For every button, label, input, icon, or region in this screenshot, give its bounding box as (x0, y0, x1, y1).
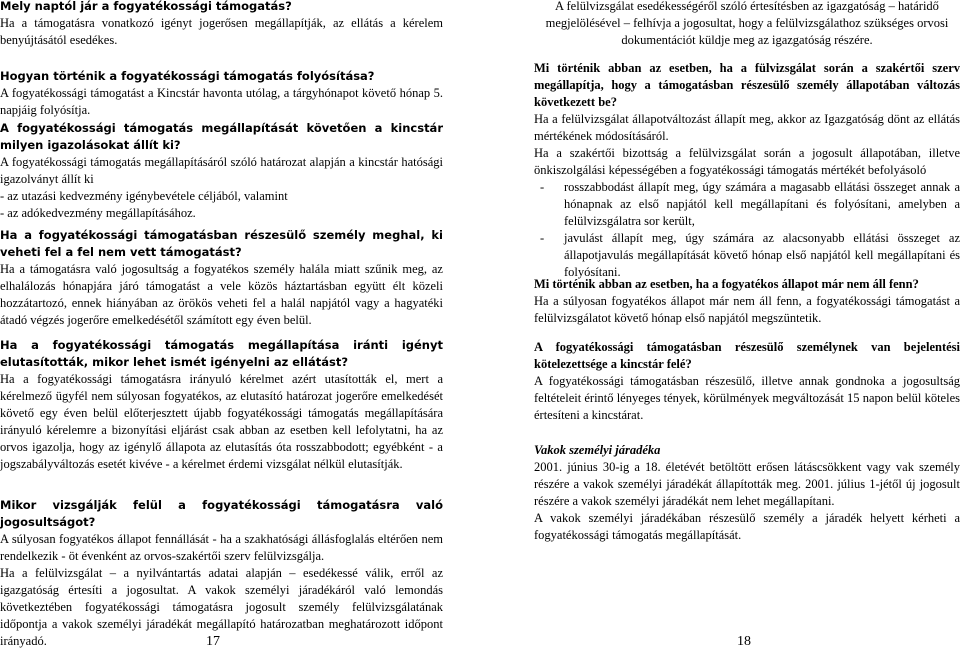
section-payment (0, 68, 443, 119)
list-item (534, 230, 960, 281)
section-heading: Vakok személyi járadéka (534, 443, 661, 457)
section-text: A fogyatékossági támogatásban részesülő, illetve annak gondnoka a jogosultság feltételeit érintő lényeges tények, körülmények megváltozását 15 napon belül köteles értesíteni a kincstárat. (534, 374, 960, 422)
section-text: Ha a támogatásra vonatkozó igényt jogerősen megállapítják, az ellátás a kérelem benyújtásától esedékes. (0, 16, 443, 47)
list-item (534, 179, 960, 230)
section-heading: A fogyatékossági támogatásban részesülő személynek van bejelentési kötelezettsége a kincstár felé? (534, 340, 960, 371)
section-text: Ha a szakértői bizottság a felülvizsgálat során a jogosult állapotában, illetve önkiszolgálási képességében a fogyatékossági támogatás mértékét befolyásoló (534, 146, 960, 177)
section-reporting-duty (534, 339, 960, 424)
list-dash: - (540, 180, 545, 194)
section-heading: Hogyan történik a fogyatékossági támogatás folyósítása? (0, 69, 375, 83)
section-heading: A fogyatékossági támogatás megállapítását követően a kincstár milyen igazolásokat állít ki? (0, 121, 443, 152)
certificate-item: - az adókedvezmény megállapításához. (0, 206, 196, 220)
section-heading: Mi történik abban az esetben, ha a fogyatékos állapot már nem áll fenn? (534, 277, 919, 291)
section-review-notice (534, 0, 960, 49)
section-text: A fogyatékossági támogatást a Kincstár havonta utólag, a tárgyhónapot követő hónap 5. napjáig folyósítja. (0, 86, 443, 117)
section-rejection (0, 337, 443, 473)
section-start-date (0, 0, 443, 49)
section-heading: Mi történik abban az esetben, ha a fülvizsgálat során a szakértői szerv megállapítja, hogy a támogatásban részesülő személy állapotában változás következett be? (534, 61, 960, 109)
section-text: A felülvizsgálat esedékességéről szóló értesítésben az igazgatóság – határidő megjelölésével – felhívja a jogosultat, hogy a felülvizsgálathoz szükséges orvosi dokumentációt küldje meg az igazgatóság részére. (545, 0, 949, 47)
section-text: Ha a súlyosan fogyatékos állapot már nem áll fenn, a fogyatékossági támogatást a felülvizsgálatot követő hónap első napjától megszüntetik. (534, 294, 960, 325)
section-text: Ha a felülvizsgálat – a nyilvántartás adatai alapján – esedékessé válik, erről az igazgatóság értesíti a jogosultat. A vakok személyi járadékáról való lemondás következtében fogyatékossági támogatásra jogosult személy felülvizsgálatának időpontja a vakok személyi járadékát megállapító határozatban meghatározott időpont irányadó. (0, 566, 443, 648)
section-text: A vakok személyi járadékában részesülő személy a járadék helyett kérheti a fogyatékossági támogatás megállapítását. (534, 511, 960, 542)
section-heading: Mely naptól jár a fogyatékossági támogatás? (0, 0, 292, 13)
section-certificates (0, 120, 443, 222)
change-list (534, 179, 960, 281)
section-text: A fogyatékossági támogatás megállapításáról szóló határozat alapján a kincstár hatósági igazolványt állít ki (0, 155, 443, 186)
section-text: Ha a fogyatékossági támogatásra irányuló kérelmet azért utasították el, mert a kérelmező ügyfél nem súlyosan fogyatékos, az elutasító határozat jogerőre emelkedését követő egy éven belül előterjesztett újabb fogyatékossági támogatás megállapítására irányuló kérelemre a bizonyítási eljárást csak abban az esetben kell lefolytatni, ha az orvos igazolja, hogy az igénylő állapota az elutasítás óta rosszabbodott; egyébként - a jogszabályváltozás esetét kivéve - a kérelmet érdemi vizsgálat nélkül elutasítják. (0, 372, 443, 471)
page-number-right: 18 (737, 634, 751, 649)
section-text: 2001. június 30-ig a 18. életévét betöltött erősen látáscsökkent vagy vak személy részére a vakok személyi járadékát állapították meg. 2001. július 1-jétől új jogosult részére a vakok személyi járadékát nem lehet megállapítani. (534, 460, 960, 508)
section-review (0, 497, 443, 650)
section-death (0, 227, 443, 329)
list-dash: - (540, 231, 545, 245)
page-number-left: 17 (206, 634, 220, 649)
section-text: Ha a felülvizsgálat állapotváltozást állapít meg, akkor az Igazgatóság dönt az ellátás mértékének módosításáról. (534, 112, 960, 143)
section-heading: Mikor vizsgálják felül a fogyatékossági támogatásra való jogosultságot? (0, 498, 443, 529)
section-state-change (534, 60, 960, 281)
certificate-item: - az utazási kedvezmény igénybevétele céljából, valamint (0, 189, 288, 203)
section-text: Ha a támogatásra való jogosultság a fogyatékos személy halála miatt szűnik meg, az elhalálozás hónapjára járó támogatást a vele közös háztartásban együtt élt közeli hozzátartozó, ennek hiányában az örökös veheti fel a halál napjától vagy a hagyatéki átadó végzés jogerőre emelkedésétől számított egy éven belül. (0, 262, 443, 327)
section-blind-annuity (534, 442, 960, 544)
section-heading: Ha a fogyatékossági támogatás megállapítása iránti igényt elutasították, mikor lehet ismét igényelni az ellátást? (0, 338, 443, 369)
section-heading: Ha a fogyatékossági támogatásban részesülő személy meghal, ki veheti fel a fel nem vett támogatást? (0, 228, 443, 259)
list-item-text: rosszabbodást állapít meg, úgy számára a magasabb ellátási összeget annak a hónapnak az első napjától kell megállapítani és folyósítani, amelyben a felülvizsgálatra sor került, (564, 180, 960, 228)
list-item-text: javulást állapít meg, úgy számára az alacsonyabb ellátási összeget az állapotjavulás megállapítását követő hónap első napjától kell megállapítani és folyósítani. (564, 231, 960, 279)
section-text: A súlyosan fogyatékos állapot fennállását - ha a szakhatósági állásfoglalás eltérően nem rendelkezik - öt évenként az orvos-szakértői szerv felülvizsgálja. (0, 532, 443, 563)
section-no-longer (534, 276, 960, 327)
